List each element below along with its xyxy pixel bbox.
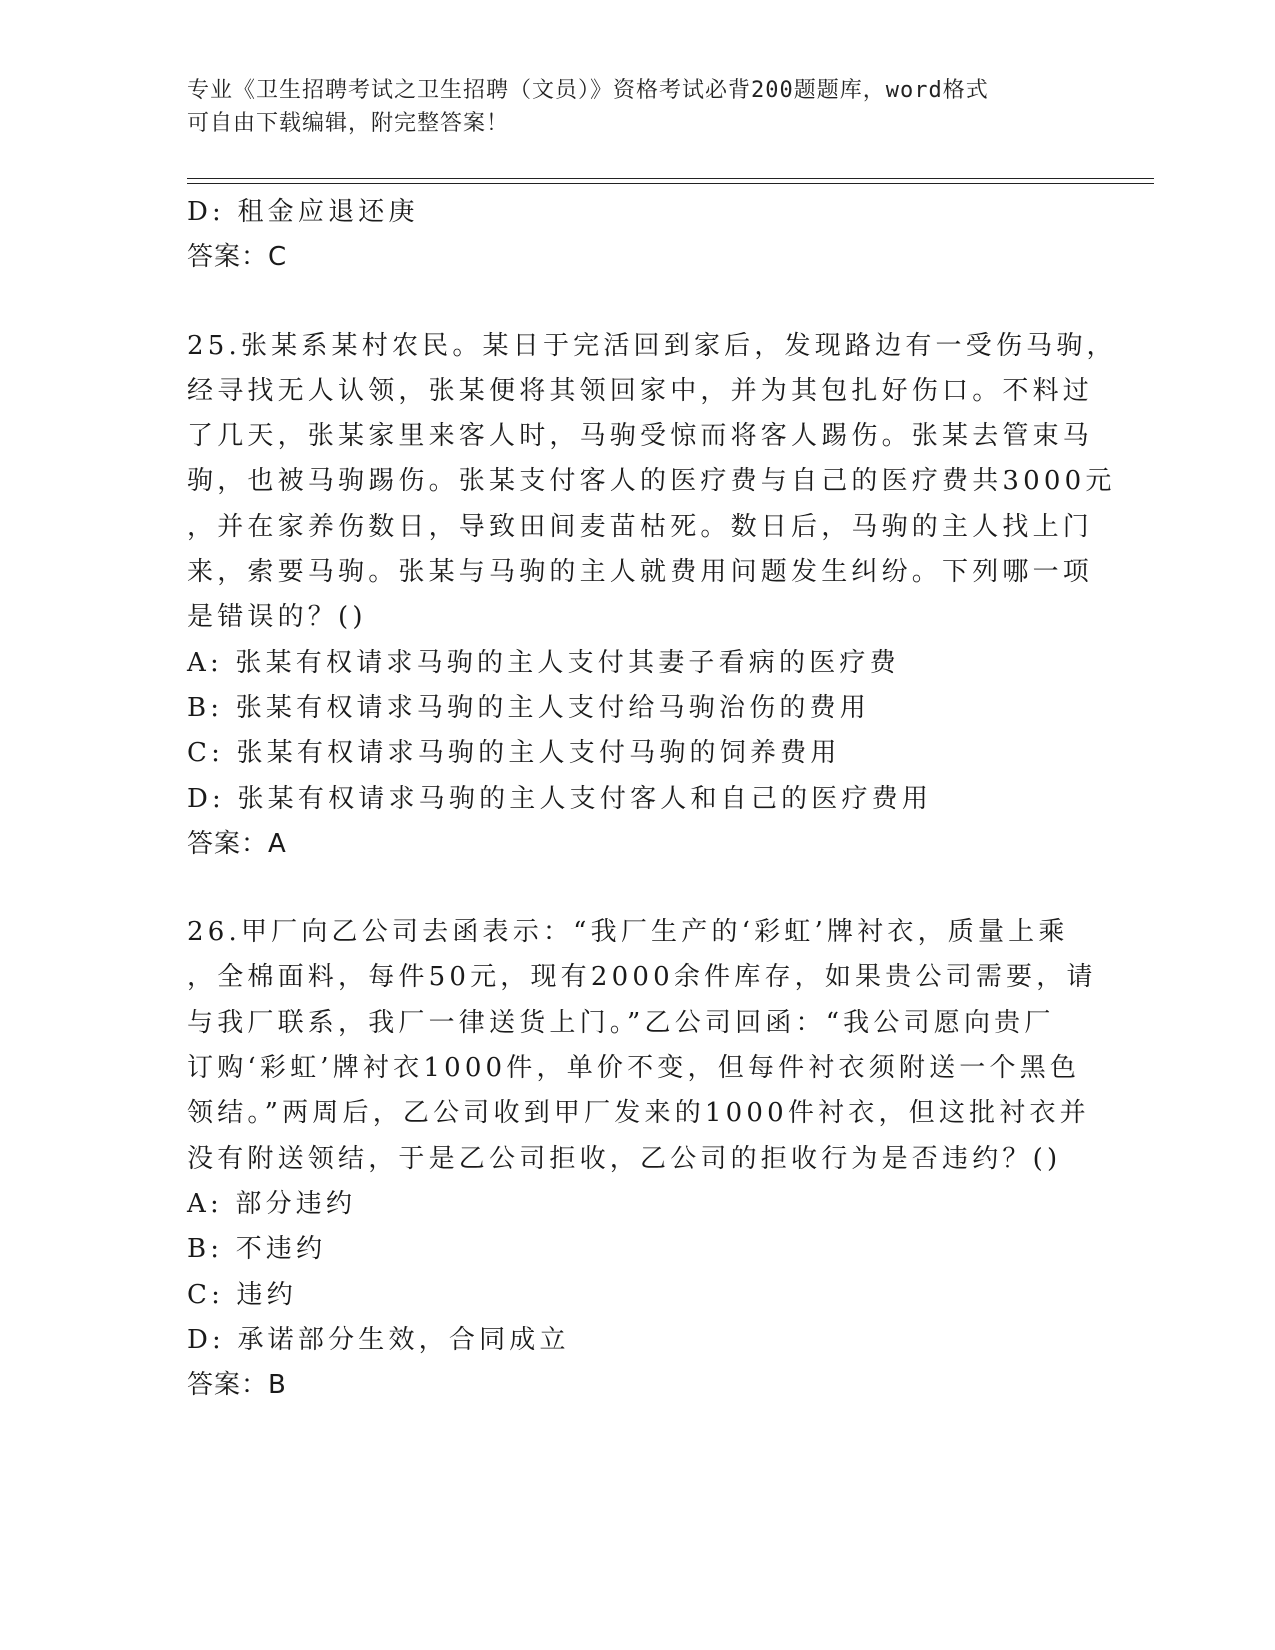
question-stem-line: 26.甲厂向乙公司去函表示：“我厂生产的‘彩虹’牌衬衣，质量上乘 <box>187 917 1069 948</box>
answer-line: 答案：B <box>187 1370 287 1401</box>
question-stem-line: 没有附送领结，于是乙公司拒收，乙公司的拒收行为是否违约？() <box>187 1143 1062 1174</box>
answer-line: 答案：A <box>187 828 287 859</box>
question-stem-line: ，全棉面料，每件50元，现有2000余件库存，如果贵公司需要，请 <box>187 962 1097 993</box>
header-line-1: 专业《卫生招聘考试之卫生招聘（文员）》资格考试必背200题题库，word格式 <box>187 78 989 103</box>
option-b: B: 不违约 <box>187 1234 327 1265</box>
option-c: C: 张某有权请求马驹的主人支付马驹的饲养费用 <box>187 738 841 769</box>
header-line-2: 可自由下载编辑，附完整答案！ <box>187 111 510 136</box>
spacer <box>187 867 1087 910</box>
question-stem-line: 订购‘彩虹’牌衬衣1000件，单价不变，但每件衬衣须附送一个黑色 <box>187 1053 1081 1084</box>
option-b: B: 张某有权请求马驹的主人支付给马驹治伤的费用 <box>187 692 870 723</box>
header-divider-top <box>187 178 1154 179</box>
question-26 <box>187 910 1097 1408</box>
spacer <box>187 281 1087 324</box>
option-d: D: 张某有权请求马驹的主人支付客人和自己的医疗费用 <box>187 783 933 814</box>
question-stem-line: 了几天，张某家里来客人时，马驹受惊而将客人踢伤。张某去管束马 <box>187 421 1094 452</box>
previous-question-tail <box>187 190 1087 281</box>
question-stem-line: 来，索要马驹。张某与马驹的主人就费用问题发生纠纷。下列哪一项 <box>187 557 1094 588</box>
question-stem-line: 与我厂联系，我厂一律送货上门。”乙公司回函：“我公司愿向贵厂 <box>187 1007 1055 1038</box>
question-stem-line: 是错误的？() <box>187 602 367 633</box>
question-stem-line: 经寻找无人认领，张某便将其领回家中，并为其包扎好伤口。不料过 <box>187 375 1094 406</box>
answer-line: 答案：C <box>187 242 288 273</box>
option-a: A: 部分违约 <box>187 1188 357 1219</box>
question-stem-line: 驹，也被马驹踢伤。张某支付客人的医疗费与自己的医疗费共3000元 <box>187 466 1116 497</box>
question-stem-line: 领结。”两周后，乙公司收到甲厂发来的1000件衬衣，但这批衬衣并 <box>187 1098 1090 1129</box>
option-c: C: 违约 <box>187 1279 297 1310</box>
document-body <box>187 190 1117 1408</box>
question-stem-line: 25.张某系某村农民。某日于完活回到家后，发现路边有一受伤马驹， <box>187 330 1117 361</box>
question-25 <box>187 324 1117 868</box>
option-a: A: 张某有权请求马驹的主人支付其妻子看病的医疗费 <box>187 647 900 678</box>
page-header <box>187 74 1067 140</box>
option-d: D: 租金应退还庚 <box>187 197 419 227</box>
option-d: D: 承诺部分生效，合同成立 <box>187 1324 570 1355</box>
header-divider-bottom <box>187 183 1154 184</box>
question-stem-line: ，并在家养伤数日，导致田间麦苗枯死。数日后，马驹的主人找上门 <box>187 511 1094 542</box>
